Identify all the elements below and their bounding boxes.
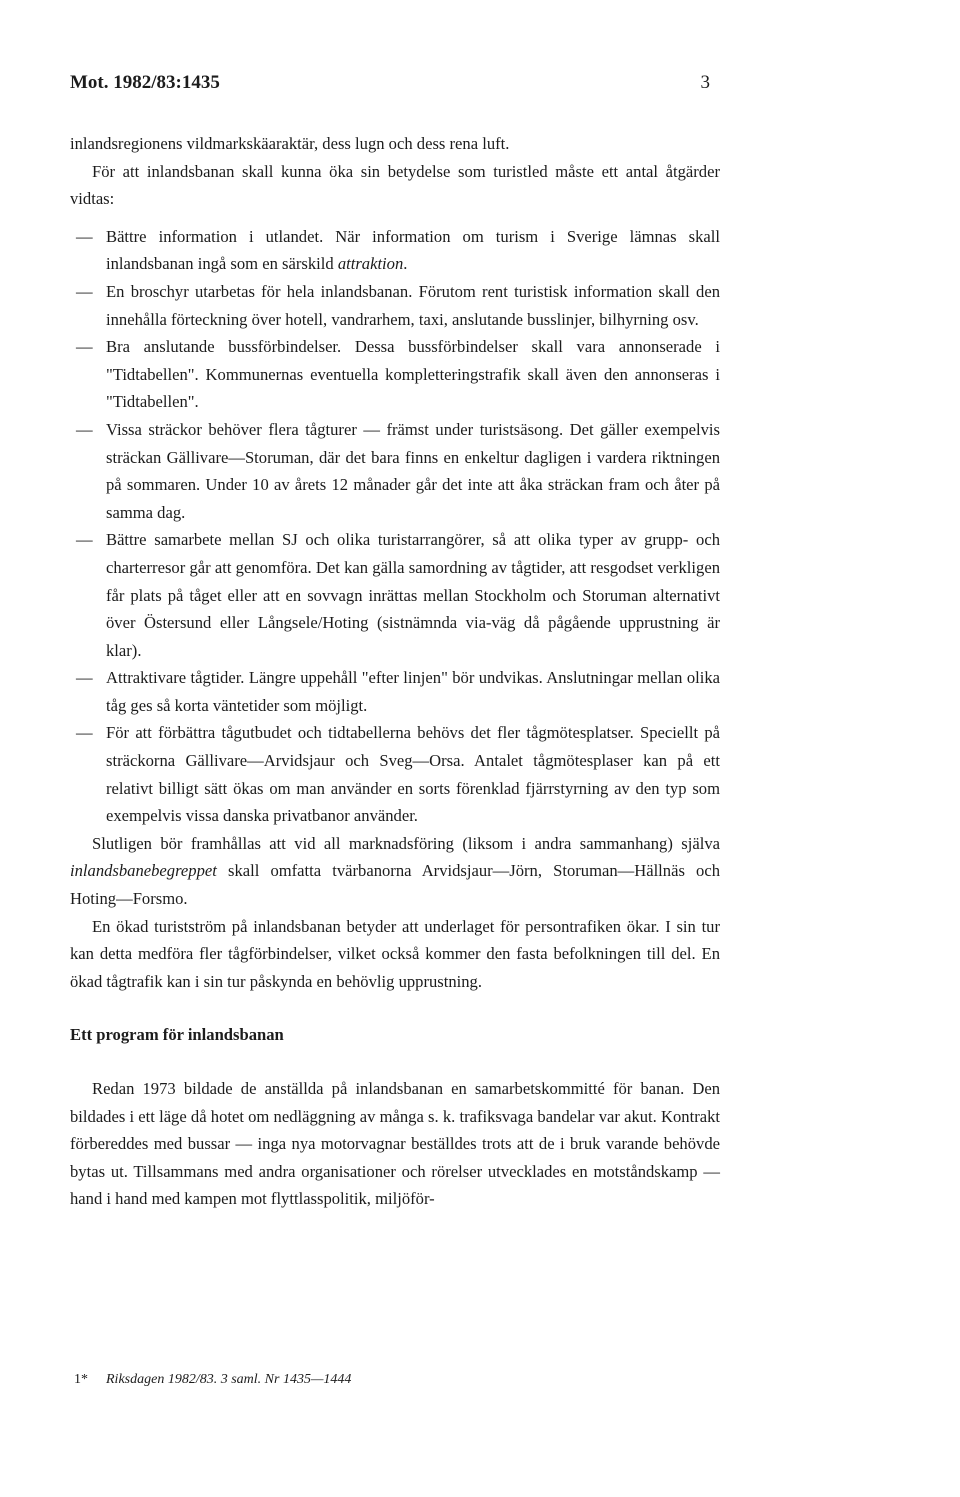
- program-paragraph: Redan 1973 bildade de anställda på inlandsbanan en samarbetskommitté för banan. Den bildades i ett läge då hotet om nedläggning av många s. k. trafiksvaga bandelar var akut. Kontrakt förbereddes med bussar — inga nya motorvagnar beställdes trots att de i bruk varande behövde bytas ut. Tillsammans med andra organisationer och rörelser utvecklades en motståndskamp — hand i hand med kampen mot flyttlasspolitik, miljöför-: [70, 1079, 720, 1209]
- dash-marker: —: [76, 668, 93, 688]
- dash-marker: —: [76, 226, 93, 246]
- list-item-end: .: [403, 254, 408, 274]
- list-item: [70, 719, 720, 829]
- final-paragraph-end: skall omfatta tvärbanorna Arvidsjaur—Jörn, Storuman—Hällnäs och Hoting—Forsmo.: [70, 861, 720, 909]
- list-item-text: Bra anslutande bussförbindelser. Dessa bussförbindelser skall vara annonserade i "Tidtabellen". Kommunernas eventuella kompletteringstrafik skall även den annonseras i "Tidtabellen".: [106, 337, 720, 412]
- emphasized-term: inlandsbanebegreppet: [70, 861, 217, 881]
- page-header: [70, 72, 710, 102]
- emphasized-word: attraktion: [337, 254, 404, 274]
- final-paragraph-start: Slutligen bör framhållas att vid all marknadsföring (liksom i andra sammanhang) själva: [92, 833, 720, 853]
- dash-marker: —: [76, 723, 93, 743]
- list-item: [70, 526, 720, 664]
- list-item-text: Bättre information i utlandet. När information om turism i Sverige lämnas skall inlandsbanan ingå som en särskild: [106, 226, 720, 274]
- dash-marker: —: [76, 337, 93, 357]
- intro-line: inlandsregionens vildmarkskäaraktär, dess lugn och dess rena luft.: [70, 134, 510, 153]
- dash-marker: —: [76, 419, 93, 439]
- list-item: [70, 278, 720, 333]
- footer-mark: 1*: [74, 1372, 88, 1387]
- page-number: 3: [700, 72, 710, 93]
- list-item: [70, 416, 720, 526]
- list-item: [70, 223, 720, 278]
- final-paragraph: [70, 830, 720, 913]
- list-item: [70, 664, 720, 719]
- tourist-paragraph: En ökad turistström på inlandsbanan betyder att underlaget för persontrafiken ökar. I sin tur kan detta medföra fler tågförbindelser, vilket också kommer den fasta befolkningen till del. En ökad tågtrafik kan i sin tur påskynda en behövlig upprustning.: [70, 916, 720, 991]
- list-item-text: Attraktivare tågtider. Längre uppehåll "efter linjen" bör undvikas. Anslutningar mellan olika tåg ges så korta väntetider som möjligt.: [106, 668, 720, 715]
- measures-list: [70, 223, 720, 830]
- document-body: [70, 130, 720, 1213]
- section-heading: Ett program för inlandsbanan: [70, 1025, 284, 1045]
- page-footer: [74, 1372, 351, 1388]
- list-item-text: För att förbättra tågutbudet och tidtabellerna behövs det fler tågmötesplatser. Speciellt på sträckorna Gällivare—Arvidsjaur och Sveg—Orsa. Antalet tågmötesplaser kan på ett relativt billigt sätt ökas om man använder en sorts förenklad fjärrstyrning av den typ som exempelvis vissa danska privatbanor använder.: [106, 723, 720, 826]
- dash-marker: —: [76, 281, 93, 301]
- list-item-text: Vissa sträckor behöver flera tågturer — främst under turistsäsong. Det gäller exempelvis sträckan Gällivare—Storuman, där det bara finns en enkeltur dagligen i vardera riktningen på sommaren. Under 10 av årets 12 månader går det inte att åka sträckan fram och åter på samma dag.: [106, 419, 720, 522]
- list-item: [70, 333, 720, 416]
- list-item-text: En broschyr utarbetas för hela inlandsbanan. Förutom rent turistisk information skall den innehålla förteckning över hotell, vandrarhem, taxi, anslutande busslinjer, bilhyrning osv.: [106, 281, 720, 329]
- dash-marker: —: [76, 530, 93, 550]
- footer-citation: Riksdagen 1982/83. 3 saml. Nr 1435—1444: [106, 1372, 352, 1387]
- intro-paragraph: För att inlandsbanan skall kunna öka sin betydelse som turistled måste ett antal åtgärder vidtas:: [70, 161, 720, 209]
- list-item-text: Bättre samarbete mellan SJ och olika turistarrangörer, så att olika typer av grupp- och charterresor går att genomföra. Det kan gälla samordning av tågtider, att resgodset verkligen får plats på tåget eller att en sovvagn inrättas mellan Stockholm och Storuman alternativt över Östersund eller Långsele/Hoting (sistnämnda via-väg då pågående upprustning är klar).: [106, 530, 720, 660]
- document-reference: Mot. 1982/83:1435: [70, 72, 220, 93]
